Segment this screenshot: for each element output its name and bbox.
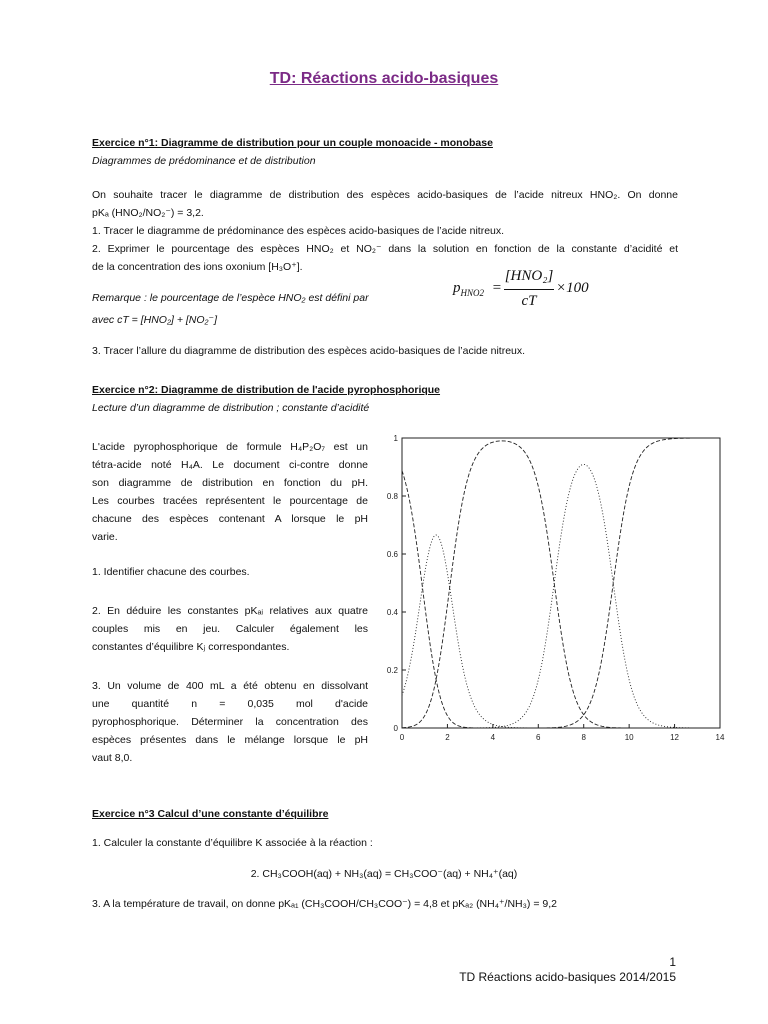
ex2-q3: [92, 677, 368, 767]
ex1-q2a: 2. Exprimer le pourcentage des espèces HNO₂ et NO₂⁻ dans la solution en fonction de la constante d’acidité et: [92, 243, 678, 255]
y-tick-label: 0.2: [386, 666, 398, 675]
curve-A4-: [402, 438, 720, 728]
formula-sub: HNO2: [460, 288, 485, 298]
x-tick-label: 2: [445, 733, 450, 742]
ex3-q3: 3. A la température de travail, on donne pKₐ₁ (CH₃COOH/CH₃COO⁻) = 4,8 et pKₐ₂ (NH₄⁺/NH₃) = 9,2: [92, 898, 557, 910]
x-tick-label: 6: [536, 733, 541, 742]
page-number: 1: [669, 955, 676, 969]
formula-num: [HNO₂]: [504, 268, 554, 284]
y-tick-label: 0.4: [386, 608, 398, 617]
ex2-intro-line: son diagramme de distribution en fonction du pH.: [92, 477, 368, 489]
x-tick-label: 0: [399, 733, 405, 742]
ex1-q3: 3. Tracer l’allure du diagramme de distribution des espèces acido-basiques de l’acide nitreux.: [92, 345, 526, 357]
ex1-heading: Exercice n°1: Diagramme de distribution pour un couple monoacide - monobase: [92, 137, 493, 149]
x-tick-label: 14: [715, 733, 725, 742]
ex2-intro-line: tétra-acide noté H₄A. Le document ci-contre donne: [92, 459, 368, 471]
curve-HA3-: [402, 464, 720, 728]
ex2-intro-line: Les courbes tracées représentent le pourcentage de: [92, 495, 368, 507]
curve-H2A2-: [402, 441, 720, 728]
ex2-intro-line: chacune des espèces contenant A lorsque le pH: [92, 513, 368, 525]
ex2-subtitle: Lecture d’un diagramme de distribution ; constante d’acidité: [92, 402, 370, 414]
x-tick-label: 12: [670, 733, 680, 742]
ex2-q3-line: vaut 8,0.: [92, 752, 133, 764]
x-tick-label: 8: [581, 733, 586, 742]
plot-frame: [402, 438, 720, 728]
ex2-intro-line: L'acide pyrophosphorique de formule H₄P₂O₇ est un: [92, 441, 368, 453]
ex3-reaction: 2. CH₃COOH(aq) + NH₃(aq) = CH₃COO⁻(aq) + NH₄⁺(aq): [250, 868, 518, 880]
ex2-q2: [92, 602, 368, 656]
formula-den: cT: [521, 293, 537, 309]
pct-formula: [453, 280, 506, 297]
ex1-q2b: de la concentration des ions oxonium [H₃O⁺].: [92, 261, 303, 273]
x-tick-label: 10: [624, 733, 634, 742]
ex2-q2-line: constantes d’équilibre Kⱼ correspondantes.: [92, 641, 290, 653]
y-tick-label: 1: [393, 434, 398, 443]
curve-H4A: [402, 471, 720, 728]
ex1-pka: pKₐ (HNO₂/NO₂⁻) = 3,2.: [92, 207, 204, 219]
ex2-intro: [92, 438, 368, 546]
ex2-intro-line: varie.: [92, 531, 118, 543]
ex2-q1: 1. Identifier chacune des courbes.: [92, 566, 250, 578]
ex1-body: [92, 186, 678, 276]
y-tick-label: 0: [393, 724, 398, 733]
ex2-q2-line: couples mis en jeu. Calculer également les: [92, 623, 368, 635]
ex2-q3-line: une quantité n = 0,035 mol d'acide: [92, 698, 368, 710]
ex2-q3-line: 3. Un volume de 400 mL a été obtenu en dissolvant: [92, 680, 368, 692]
y-tick-label: 0.6: [386, 550, 398, 559]
formula-bar: [504, 289, 554, 290]
page-title: TD: Réactions acido-basiques: [269, 70, 499, 87]
ex1-q1: 1. Tracer le diagramme de prédominance des espèces acido-basiques de l’acide nitreux.: [92, 225, 505, 237]
formula-eq: =: [491, 280, 502, 296]
formula-p: p: [453, 280, 461, 296]
ex1-remark: Remarque : le pourcentage de l’espèce HNO₂ est défini par: [92, 292, 369, 304]
ex3-heading: Exercice n°3 Calcul d’une constante d’équilibre: [92, 808, 329, 820]
ex1-subtitle: Diagrammes de prédominance et de distribution: [92, 155, 316, 167]
ex2-q2-line: 2. En déduire les constantes pKₐᵢ relatives aux quatre: [92, 605, 368, 617]
y-tick-label: 0.8: [386, 492, 398, 501]
ex2-heading: Exercice n°2: Diagramme de distribution de l'acide pyrophosphorique: [92, 384, 441, 396]
ex1-para1: On souhaite tracer le diagramme de distribution des espèces acido-basiques de l’acide nitreux HNO₂. On donne: [92, 189, 678, 201]
ex3-q1: 1. Calculer la constante d’équilibre K associée à la réaction :: [92, 837, 373, 849]
ex1-remark2: avec cT = [HNO₂] + [NO₂⁻]: [92, 314, 217, 326]
ex2-q3-line: pyrophosphorique. Déterminer la concentration des: [92, 716, 368, 728]
footer-text: TD Réactions acido-basiques 2014/2015: [459, 970, 676, 984]
formula-times: ×100: [556, 280, 589, 296]
distribution-chart: [380, 428, 730, 753]
ex2-q3-line: espèces présentes dans le mélange lorsque le pH: [92, 734, 368, 746]
x-tick-label: 4: [490, 733, 496, 742]
